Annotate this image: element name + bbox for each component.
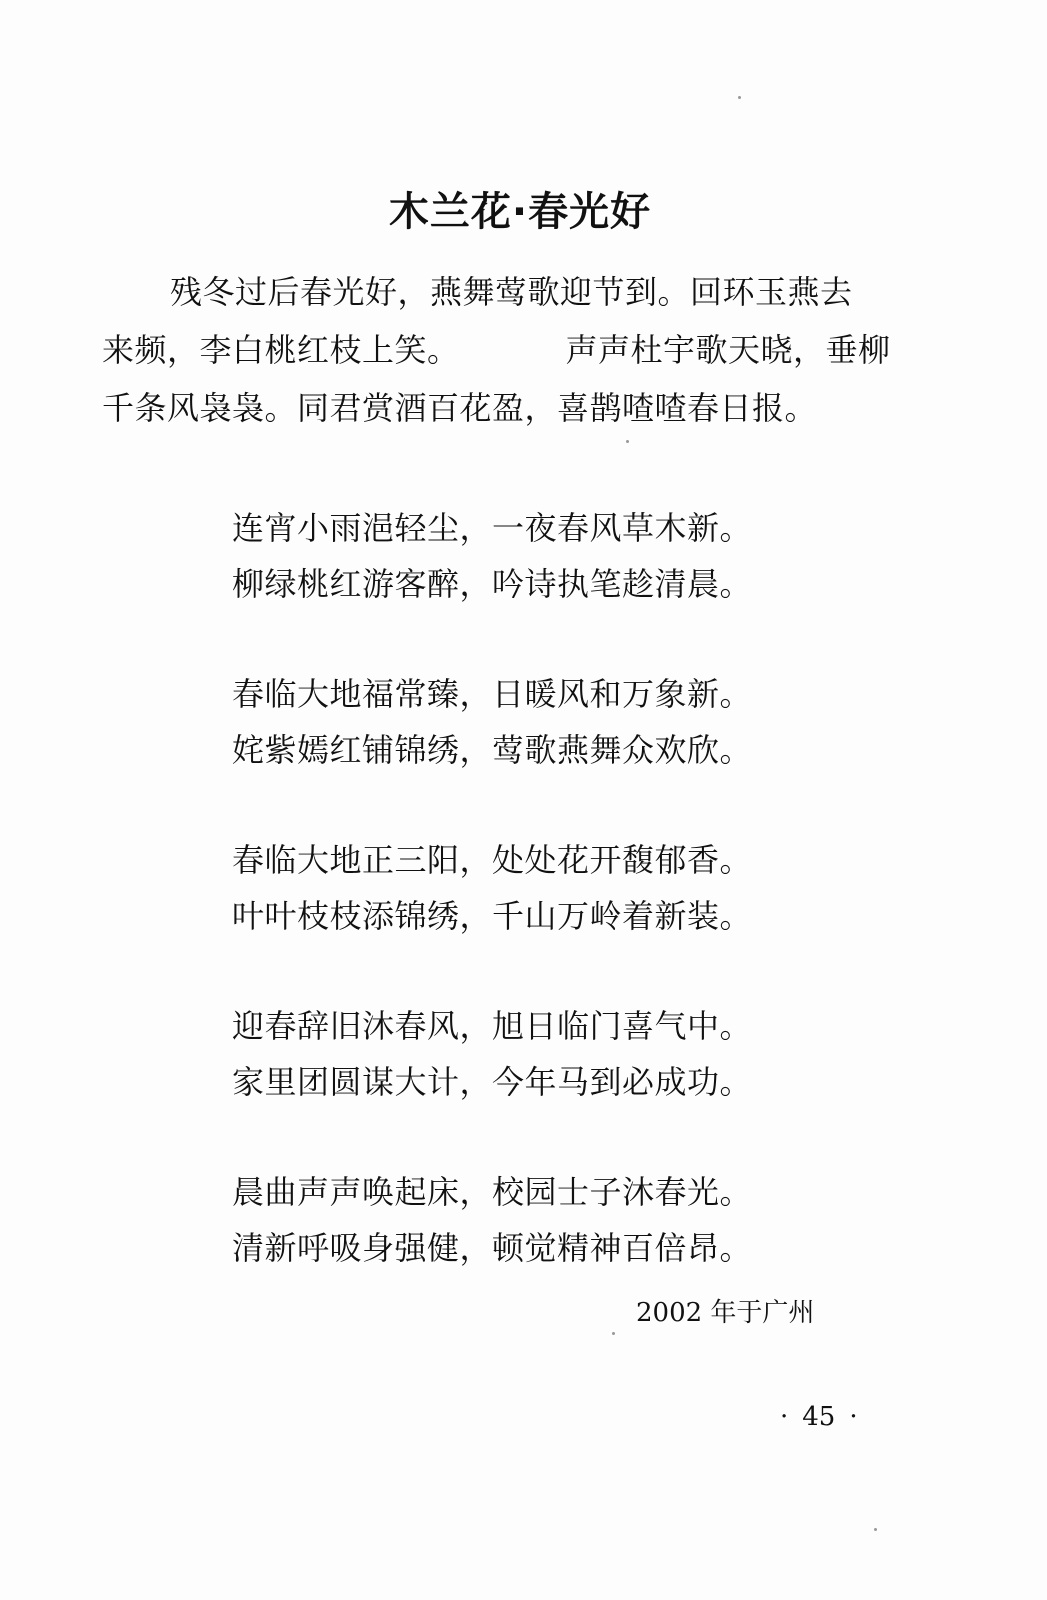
verse-line: 清新呼吸身强健，顿觉精神百倍昂。 [232,1229,753,1267]
page-number-right-dot: · [849,1402,858,1432]
verse-line: 迎春辞旧沐春风，旭日临门喜气中。 [232,1007,753,1045]
ci-line-3: 千条风袅袅。同君赏酒百花盈，喜鹊喳喳春日报。 [102,389,818,427]
ci-line-2-second-stanza-start: 声声杜宇歌天晓，垂柳 [565,331,891,369]
scan-speck [738,96,741,99]
poem-stanza-1 [232,500,852,612]
signature-date-place: 2002 年于广州 [636,1298,815,1328]
scan-speck [612,1332,615,1335]
verse-line: 柳绿桃红游客醉，吟诗执笔趁清晨。 [232,565,753,603]
poem-stanza-3 [232,832,852,944]
ci-line-2 [102,330,891,370]
poem-list [232,500,852,1330]
page-number-value: 45 [802,1402,836,1432]
poem-stanza-5 [232,1164,852,1276]
ci-line-2-first-stanza-end: 来频，李白桃红枝上笑。 [102,331,460,369]
page-number-left-dot: · [780,1402,789,1432]
verse-line: 连宵小雨浥轻尘，一夜春风草木新。 [232,509,753,547]
poem-stanza-4 [232,998,852,1110]
ci-line-1: 残冬过后春光好，燕舞莺歌迎节到。回环玉燕去 [170,273,853,311]
page-number [766,1400,872,1434]
verse-line: 春临大地正三阳，处处花开馥郁香。 [232,841,753,879]
scan-speck [626,440,629,443]
poem-stanza-2 [232,666,852,778]
verse-line: 姹紫嫣红铺锦绣，莺歌燕舞众欢欣。 [232,731,753,769]
page-title: 木兰花·春光好 [388,189,652,235]
verse-line: 家里团圆谋大计，今年马到必成功。 [232,1063,753,1101]
verse-line: 叶叶枝枝添锦绣，千山万岭着新装。 [232,897,753,935]
verse-line: 晨曲声声唤起床，校园士子沐春光。 [232,1173,753,1211]
scan-speck [874,1528,877,1531]
verse-line: 春临大地福常臻，日暖风和万象新。 [232,675,753,713]
